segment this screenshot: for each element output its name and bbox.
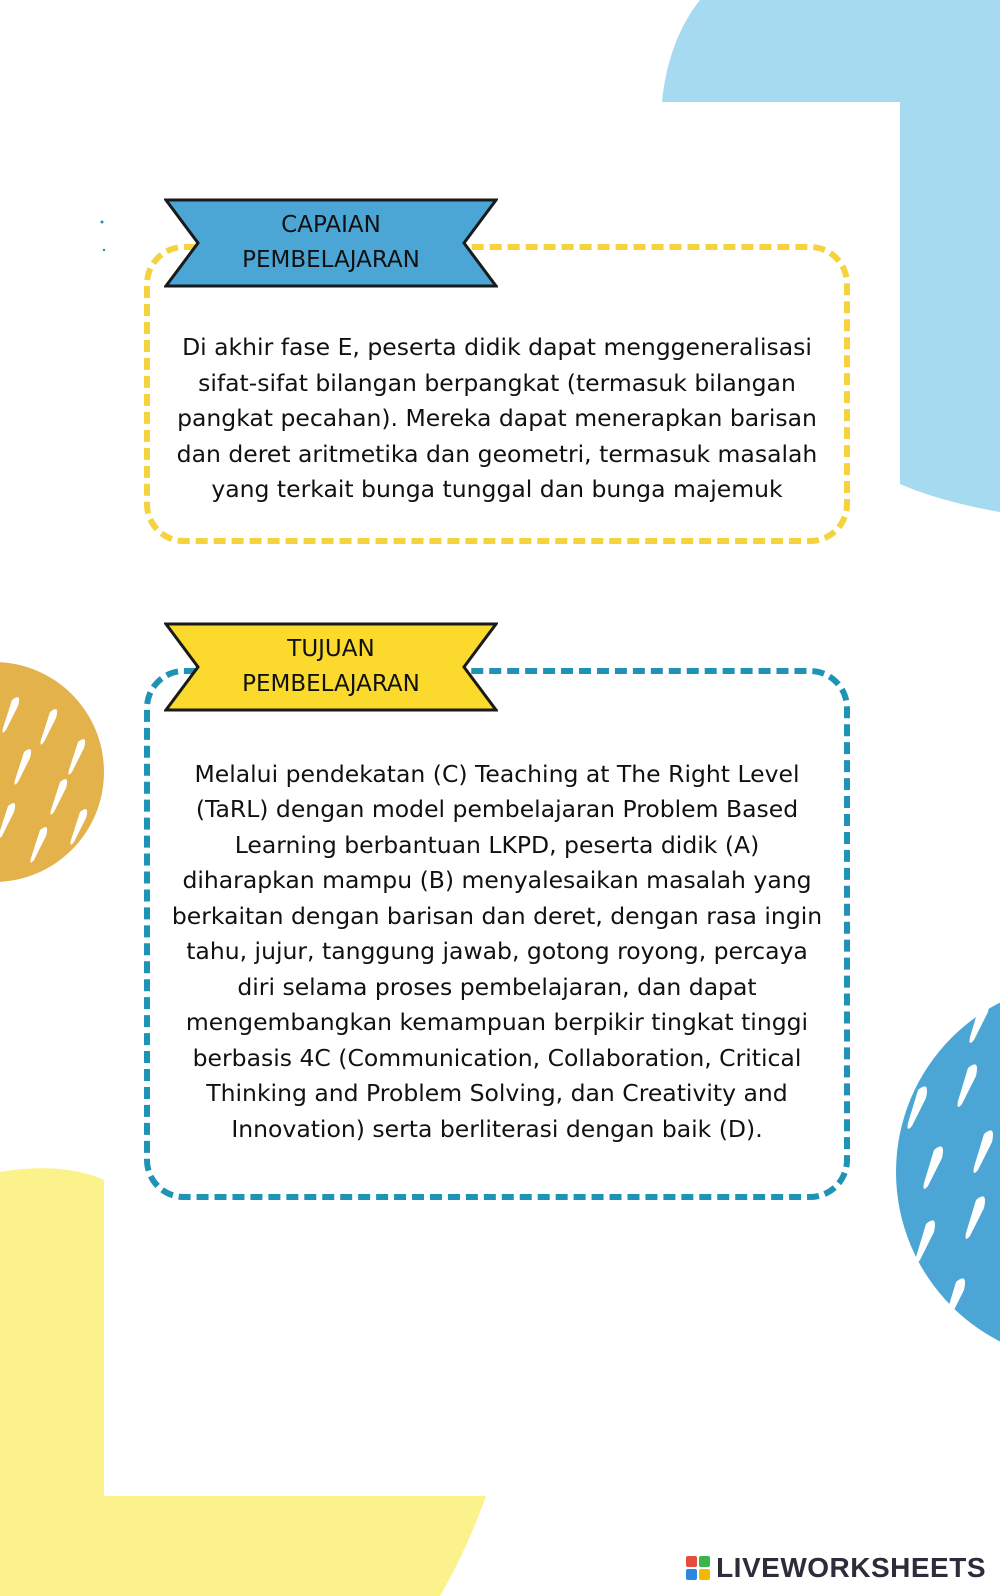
capaian-pembelajaran-text: Di akhir fase E, peserta didik dapat menggeneralisasi sifat-sifat bilangan berpangkat (termasuk bilangan pangkat pecahan). Mereka dapat menerapkan barisan dan deret aritmetika dan geometri, termasuk masalah yang terkait bunga tunggal dan bunga majemuk: [176, 333, 818, 504]
capaian-pembelajaran-box: [144, 244, 850, 544]
capaian-pembelajaran-title: CAPAIAN PEMBELAJARAN: [242, 212, 420, 273]
logo-square: [699, 1569, 710, 1580]
tujuan-pembelajaran-text: Melalui pendekatan (C) Teaching at The Right Level (TaRL) dengan model pembelajaran Problem Based Learning berbantuan LKPD, peserta didik (A) diharapkan mampu (B) menyalesaikan masalah yang berkaitan dengan barisan dan deret, dengan rasa ingin tahu, jujur, tanggung jawab, gotong royong, percaya diri selama proses pembelajaran, dan dapat mengembangkan kemampuan berpikir tingkat tinggi berbasis 4C (Communication, Collaboration, Critical Thinking and Problem Solving, dan Creativity and Innovation) serta berliterasi dengan baik (D).: [171, 759, 823, 1143]
tujuan-pembelajaran-title: TUJUAN PEMBELAJARAN: [242, 636, 420, 697]
liveworksheets-logo-icon: [686, 1556, 710, 1580]
capaian-pembelajaran-ribbon: [164, 198, 498, 288]
logo-square: [699, 1556, 710, 1567]
logo-square: [686, 1556, 697, 1567]
logo-square: [686, 1569, 697, 1580]
tujuan-pembelajaran-ribbon: [164, 622, 498, 712]
bottom-left-yellow-shape: [0, 1168, 486, 1596]
right-blue-circle-with-drops: [896, 982, 1000, 1362]
liveworksheets-logo[interactable]: [686, 1552, 986, 1584]
tujuan-pembelajaran-box: [144, 668, 850, 1200]
liveworksheets-logo-text: LIVEWORKSHEETS: [716, 1552, 986, 1583]
left-orange-circle-with-drops: [0, 662, 104, 882]
